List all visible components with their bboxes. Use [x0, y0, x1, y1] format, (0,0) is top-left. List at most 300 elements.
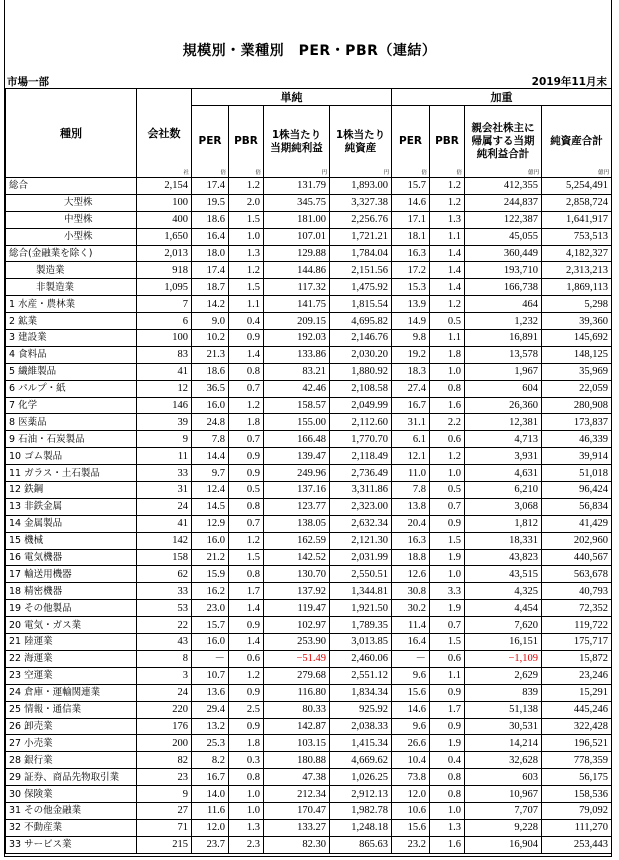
cell-wper: 14.6 [392, 194, 430, 211]
cell-na: 15,291 [542, 684, 612, 701]
cell-spbr: 1.4 [229, 346, 264, 363]
cell-spbr: 2.3 [229, 836, 264, 853]
cell-wper: 6.1 [392, 431, 430, 448]
cell-spbr: 0.9 [229, 465, 264, 482]
cell-n: 39 [137, 414, 192, 431]
table-row [6, 634, 612, 651]
cell-n: 43 [137, 634, 192, 651]
cell-wper: 11.0 [392, 465, 430, 482]
cell-sper: － [192, 650, 229, 667]
cell-wpbr: 1.0 [430, 566, 465, 583]
cell-sper: 14.4 [192, 448, 229, 465]
cell-ni: 1,812 [465, 515, 542, 532]
cell-bps: 1,893.00 [330, 178, 392, 195]
cell-na: 23,246 [542, 667, 612, 684]
row-name: 大型株 [6, 194, 137, 211]
cell-bps: 1,880.92 [330, 363, 392, 380]
cell-ni: 4,325 [465, 583, 542, 600]
cell-ni: 2,629 [465, 667, 542, 684]
cell-spbr: 0.7 [229, 515, 264, 532]
table-row [6, 600, 612, 617]
cell-wpbr: 2.2 [430, 414, 465, 431]
cell-wper: 14.6 [392, 701, 430, 718]
cell-sper: 25.3 [192, 735, 229, 752]
cell-bps: 1,789.35 [330, 617, 392, 634]
cell-n: 83 [137, 346, 192, 363]
cell-n: 9 [137, 786, 192, 803]
table-row [6, 819, 612, 836]
cell-sper: 24.8 [192, 414, 229, 431]
table-row [6, 532, 612, 549]
cell-na: 148,125 [542, 346, 612, 363]
market-label: 市場一部 [7, 76, 49, 88]
cell-ni: 1,232 [465, 313, 542, 330]
cell-wper: － [392, 650, 430, 667]
cell-sper: 18.6 [192, 363, 229, 380]
cell-wper: 13.8 [392, 498, 430, 515]
cell-ni: 7,707 [465, 802, 542, 819]
cell-wpbr: 0.6 [430, 650, 465, 667]
header-companies: 会社数 社 [137, 89, 192, 178]
cell-n: 3 [137, 667, 192, 684]
cell-wper: 26.6 [392, 735, 430, 752]
cell-bps: 2,256.76 [330, 211, 392, 228]
date-label: 2019年11月末 [531, 76, 607, 88]
cell-sper: 15.7 [192, 617, 229, 634]
cell-eps: 139.47 [264, 448, 330, 465]
cell-na: 173,837 [542, 414, 612, 431]
table-row [6, 735, 612, 752]
cell-ni: 6,210 [465, 482, 542, 499]
cell-wpbr: 3.3 [430, 583, 465, 600]
cell-eps: 142.87 [264, 718, 330, 735]
row-name: 5 繊維製品 [6, 363, 137, 380]
cell-wpbr: 0.5 [430, 482, 465, 499]
cell-wper: 13.9 [392, 296, 430, 313]
cell-na: 35,969 [542, 363, 612, 380]
cell-sper: 23.0 [192, 600, 229, 617]
cell-wper: 9.6 [392, 667, 430, 684]
cell-wper: 10.4 [392, 752, 430, 769]
cell-n: 27 [137, 802, 192, 819]
cell-spbr: 1.3 [229, 819, 264, 836]
cell-wper: 30.8 [392, 583, 430, 600]
cell-spbr: 0.7 [229, 380, 264, 397]
cell-eps: 133.86 [264, 346, 330, 363]
cell-sper: 18.7 [192, 279, 229, 296]
cell-bps: 1,834.34 [330, 684, 392, 701]
table-row [6, 296, 612, 313]
cell-ni: 12,381 [465, 414, 542, 431]
cell-na: 175,717 [542, 634, 612, 651]
cell-bps: 2,736.49 [330, 465, 392, 482]
cell-wper: 11.4 [392, 617, 430, 634]
cell-sper: 9.7 [192, 465, 229, 482]
cell-wpbr: 1.9 [430, 600, 465, 617]
cell-ni: 244,837 [465, 194, 542, 211]
cell-spbr: 0.9 [229, 617, 264, 634]
cell-eps: 249.96 [264, 465, 330, 482]
cell-ni: 122,387 [465, 211, 542, 228]
table-row [6, 786, 612, 803]
cell-wpbr: 0.6 [430, 431, 465, 448]
cell-wper: 10.6 [392, 802, 430, 819]
cell-spbr: 0.9 [229, 718, 264, 735]
cell-wper: 15.7 [392, 178, 430, 195]
cell-eps: 181.00 [264, 211, 330, 228]
cell-ni: 43,515 [465, 566, 542, 583]
cell-eps: 158.57 [264, 397, 330, 414]
row-name: 6 パルプ・紙 [6, 380, 137, 397]
cell-spbr: 0.4 [229, 313, 264, 330]
cell-sper: 11.6 [192, 802, 229, 819]
row-name: 3 建設業 [6, 330, 137, 347]
table-row [6, 211, 612, 228]
cell-n: 33 [137, 583, 192, 600]
cell-sper: 16.0 [192, 634, 229, 651]
cell-na: 440,567 [542, 549, 612, 566]
cell-bps: 4,695.82 [330, 313, 392, 330]
cell-n: 918 [137, 262, 192, 279]
cell-bps: 2,632.34 [330, 515, 392, 532]
cell-spbr: 1.8 [229, 735, 264, 752]
cell-ni: 16,904 [465, 836, 542, 853]
cell-n: 33 [137, 465, 192, 482]
cell-spbr: 0.6 [229, 650, 264, 667]
cell-eps: 166.48 [264, 431, 330, 448]
cell-na: 96,424 [542, 482, 612, 499]
cell-bps: 1,770.70 [330, 431, 392, 448]
cell-na: 2,313,213 [542, 262, 612, 279]
cell-spbr: 1.4 [229, 634, 264, 651]
cell-wper: 16.4 [392, 634, 430, 651]
cell-wpbr: 1.2 [430, 178, 465, 195]
cell-sper: 16.0 [192, 397, 229, 414]
cell-wpbr: 1.5 [430, 532, 465, 549]
row-name: 26 卸売業 [6, 718, 137, 735]
cell-bps: 2,121.30 [330, 532, 392, 549]
cell-wpbr: 1.4 [430, 245, 465, 262]
cell-n: 12 [137, 380, 192, 397]
cell-sper: 14.2 [192, 296, 229, 313]
cell-na: 1,869,113 [542, 279, 612, 296]
cell-bps: 1,982.78 [330, 802, 392, 819]
row-name: 2 鉱業 [6, 313, 137, 330]
cell-wper: 16.7 [392, 397, 430, 414]
cell-wper: 9.6 [392, 718, 430, 735]
cell-eps: 141.75 [264, 296, 330, 313]
table-row [6, 228, 612, 245]
cell-wper: 17.1 [392, 211, 430, 228]
cell-wpbr: 1.9 [430, 549, 465, 566]
cell-n: 82 [137, 752, 192, 769]
cell-wper: 15.6 [392, 684, 430, 701]
cell-bps: 1,475.92 [330, 279, 392, 296]
cell-eps: 170.47 [264, 802, 330, 819]
cell-wper: 18.8 [392, 549, 430, 566]
table-row [6, 617, 612, 634]
row-name: 21 陸運業 [6, 634, 137, 651]
cell-sper: 21.3 [192, 346, 229, 363]
cell-n: 158 [137, 549, 192, 566]
cell-wpbr: 0.4 [430, 752, 465, 769]
cell-wpbr: 0.9 [430, 515, 465, 532]
row-name: 31 その他金融業 [6, 802, 137, 819]
cell-bps: 2,460.06 [330, 650, 392, 667]
cell-ni: 51,138 [465, 701, 542, 718]
cell-bps: 2,323.00 [330, 498, 392, 515]
cell-eps: 129.88 [264, 245, 330, 262]
cell-eps: 83.21 [264, 363, 330, 380]
header-weighted-per: PER 倍 [392, 106, 430, 178]
cell-wper: 16.3 [392, 245, 430, 262]
cell-na: 158,536 [542, 786, 612, 803]
cell-bps: 2,118.49 [330, 448, 392, 465]
cell-spbr: 0.9 [229, 684, 264, 701]
cell-bps: 1,815.54 [330, 296, 392, 313]
table-row [6, 684, 612, 701]
cell-sper: 9.0 [192, 313, 229, 330]
cell-ni: 604 [465, 380, 542, 397]
cell-wpbr: 0.8 [430, 769, 465, 786]
cell-wpbr: 0.8 [430, 380, 465, 397]
table-row [6, 363, 612, 380]
cell-n: 41 [137, 515, 192, 532]
page-title: 規模別・業種別 PER・PBR（連結） [182, 43, 437, 59]
cell-wpbr: 1.3 [430, 819, 465, 836]
table-row [6, 583, 612, 600]
cell-eps: 119.47 [264, 600, 330, 617]
cell-ni: 13,578 [465, 346, 542, 363]
cell-na: 4,182,327 [542, 245, 612, 262]
cell-eps: 279.68 [264, 667, 330, 684]
row-name: 11 ガラス・土石製品 [6, 465, 137, 482]
cell-wper: 23.2 [392, 836, 430, 853]
table-row [6, 245, 612, 262]
cell-ni: 412,355 [465, 178, 542, 195]
cell-spbr: 1.5 [229, 549, 264, 566]
cell-wpbr: 1.9 [430, 735, 465, 752]
row-name: 18 精密機器 [6, 583, 137, 600]
table-row [6, 330, 612, 347]
cell-eps: −51.49 [264, 650, 330, 667]
cell-n: 23 [137, 769, 192, 786]
cell-ni: 10,967 [465, 786, 542, 803]
table-row [6, 313, 612, 330]
cell-eps: 107.01 [264, 228, 330, 245]
cell-wper: 19.2 [392, 346, 430, 363]
cell-spbr: 1.2 [229, 397, 264, 414]
row-name: 24 倉庫・運輸関連業 [6, 684, 137, 701]
cell-bps: 2,551.12 [330, 667, 392, 684]
cell-n: 2,013 [137, 245, 192, 262]
cell-wper: 9.8 [392, 330, 430, 347]
header-bps: 1株当たり純資産 円 [330, 106, 392, 178]
cell-na: 56,834 [542, 498, 612, 515]
header-category: 種別 [6, 89, 137, 178]
row-name: 非製造業 [6, 279, 137, 296]
cell-n: 2,154 [137, 178, 192, 195]
table-row [6, 346, 612, 363]
cell-eps: 137.16 [264, 482, 330, 499]
cell-na: 145,692 [542, 330, 612, 347]
cell-eps: 130.70 [264, 566, 330, 583]
cell-n: 62 [137, 566, 192, 583]
row-name: 9 石油・石炭製品 [6, 431, 137, 448]
row-name: 32 不動産業 [6, 819, 137, 836]
cell-sper: 18.0 [192, 245, 229, 262]
cell-wpbr: 0.8 [430, 786, 465, 803]
cell-n: 100 [137, 194, 192, 211]
cell-ni: 16,151 [465, 634, 542, 651]
cell-wper: 15.6 [392, 819, 430, 836]
cell-na: 72,352 [542, 600, 612, 617]
cell-wper: 27.4 [392, 380, 430, 397]
cell-sper: 13.6 [192, 684, 229, 701]
cell-ni: 4,713 [465, 431, 542, 448]
table-row [6, 498, 612, 515]
cell-bps: 3,013.85 [330, 634, 392, 651]
cell-wper: 18.1 [392, 228, 430, 245]
table-row [6, 667, 612, 684]
cell-eps: 47.38 [264, 769, 330, 786]
cell-n: 7 [137, 296, 192, 313]
cell-ni: 166,738 [465, 279, 542, 296]
cell-sper: 19.5 [192, 194, 229, 211]
cell-spbr: 1.2 [229, 178, 264, 195]
table-row [6, 769, 612, 786]
cell-spbr: 1.1 [229, 296, 264, 313]
cell-wper: 12.1 [392, 448, 430, 465]
cell-wpbr: 1.6 [430, 397, 465, 414]
cell-eps: 80.33 [264, 701, 330, 718]
cell-wper: 17.2 [392, 262, 430, 279]
table-row [6, 448, 612, 465]
row-name: 29 証券、商品先物取引業 [6, 769, 137, 786]
cell-ni: 4,454 [465, 600, 542, 617]
cell-bps: 2,049.99 [330, 397, 392, 414]
cell-n: 1,095 [137, 279, 192, 296]
table-row [6, 431, 612, 448]
cell-n: 8 [137, 650, 192, 667]
cell-bps: 2,550.51 [330, 566, 392, 583]
cell-sper: 12.4 [192, 482, 229, 499]
cell-sper: 14.5 [192, 498, 229, 515]
cell-wpbr: 1.4 [430, 262, 465, 279]
cell-wper: 73.8 [392, 769, 430, 786]
table-row [6, 178, 612, 195]
cell-eps: 142.52 [264, 549, 330, 566]
cell-spbr: 1.7 [229, 583, 264, 600]
row-name: 28 銀行業 [6, 752, 137, 769]
cell-eps: 212.34 [264, 786, 330, 803]
cell-eps: 155.00 [264, 414, 330, 431]
row-name: 19 その他製品 [6, 600, 137, 617]
cell-n: 142 [137, 532, 192, 549]
cell-na: 280,908 [542, 397, 612, 414]
cell-wper: 31.1 [392, 414, 430, 431]
cell-spbr: 1.0 [229, 228, 264, 245]
cell-ni: 193,710 [465, 262, 542, 279]
cell-wpbr: 1.7 [430, 701, 465, 718]
table-row [6, 752, 612, 769]
row-name: 7 化学 [6, 397, 137, 414]
cell-wpbr: 0.7 [430, 617, 465, 634]
cell-eps: 131.79 [264, 178, 330, 195]
cell-spbr: 1.0 [229, 786, 264, 803]
table-row [6, 397, 612, 414]
cell-wper: 14.9 [392, 313, 430, 330]
table-row [6, 279, 612, 296]
cell-n: 24 [137, 684, 192, 701]
header-net-income: 親会社株主に帰属する当期純利益合計 億円 [465, 106, 542, 178]
cell-eps: 117.32 [264, 279, 330, 296]
cell-spbr: 0.5 [229, 482, 264, 499]
table-row [6, 515, 612, 532]
cell-eps: 162.59 [264, 532, 330, 549]
cell-n: 100 [137, 330, 192, 347]
cell-bps: 1,721.21 [330, 228, 392, 245]
cell-spbr: 1.2 [229, 262, 264, 279]
cell-bps: 3,311.86 [330, 482, 392, 499]
cell-ni: 464 [465, 296, 542, 313]
row-name: 15 機械 [6, 532, 137, 549]
cell-na: 119,722 [542, 617, 612, 634]
cell-wpbr: 1.0 [430, 363, 465, 380]
cell-ni: 1,967 [465, 363, 542, 380]
table-row [6, 482, 612, 499]
cell-spbr: 0.9 [229, 448, 264, 465]
cell-ni: 14,214 [465, 735, 542, 752]
cell-n: 220 [137, 701, 192, 718]
cell-n: 400 [137, 211, 192, 228]
row-name: 12 鉄鋼 [6, 482, 137, 499]
cell-n: 53 [137, 600, 192, 617]
cell-wpbr: 0.7 [430, 498, 465, 515]
cell-ni: 16,891 [465, 330, 542, 347]
cell-spbr: 0.8 [229, 363, 264, 380]
header-simple-per: PER 倍 [192, 106, 229, 178]
cell-n: 1,650 [137, 228, 192, 245]
cell-wpbr: 1.0 [430, 465, 465, 482]
cell-bps: 2,912.13 [330, 786, 392, 803]
cell-eps: 133.27 [264, 819, 330, 836]
cell-na: 15,872 [542, 650, 612, 667]
cell-n: 31 [137, 482, 192, 499]
table-row [6, 262, 612, 279]
cell-bps: 1,248.18 [330, 819, 392, 836]
cell-n: 71 [137, 819, 192, 836]
table-row [6, 701, 612, 718]
cell-eps: 253.90 [264, 634, 330, 651]
cell-ni: 839 [465, 684, 542, 701]
cell-ni: 30,531 [465, 718, 542, 735]
cell-sper: 8.2 [192, 752, 229, 769]
cell-spbr: 2.5 [229, 701, 264, 718]
table-row [6, 802, 612, 819]
cell-spbr: 1.2 [229, 667, 264, 684]
cell-bps: 2,112.60 [330, 414, 392, 431]
cell-eps: 144.86 [264, 262, 330, 279]
cell-ni: 360,449 [465, 245, 542, 262]
cell-wpbr: 1.0 [430, 802, 465, 819]
cell-bps: 2,030.20 [330, 346, 392, 363]
cell-spbr: 1.3 [229, 245, 264, 262]
cell-sper: 12.0 [192, 819, 229, 836]
cell-sper: 16.4 [192, 228, 229, 245]
cell-sper: 36.5 [192, 380, 229, 397]
cell-na: 202,960 [542, 532, 612, 549]
